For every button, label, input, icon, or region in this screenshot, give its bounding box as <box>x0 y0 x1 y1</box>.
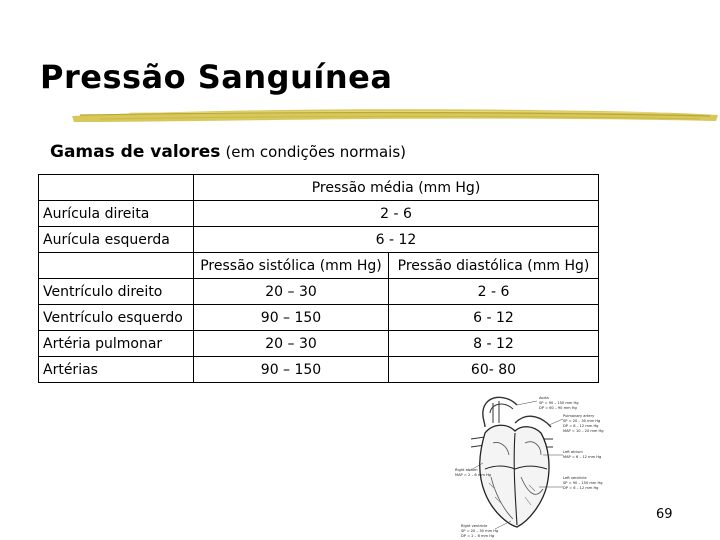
mean-value: 6 - 12 <box>194 227 599 253</box>
table-row <box>39 253 599 279</box>
diastolic-value: 60- 80 <box>389 357 599 383</box>
right-ventricle-dp: DP = 2 – 6 mm Hg <box>461 534 495 538</box>
diastolic-value: 2 - 6 <box>389 279 599 305</box>
row-label: Ventrículo esquerdo <box>39 305 194 331</box>
row-label: Artéria pulmonar <box>39 331 194 357</box>
title-underline-brush-stroke <box>70 104 720 126</box>
slide-title: Pressão Sanguínea <box>40 58 393 96</box>
systolic-value: 20 – 30 <box>194 331 389 357</box>
table-caption <box>50 142 406 162</box>
right-ventricle-label: Right ventricle <box>461 524 488 528</box>
table-row <box>39 357 599 383</box>
mean-value: 2 - 6 <box>194 201 599 227</box>
pulmonary-artery-label: Pulmonary artery <box>563 414 595 418</box>
header-diastolic: Pressão diastólica (mm Hg) <box>389 253 599 279</box>
header-systolic: Pressão sistólica (mm Hg) <box>194 253 389 279</box>
blood-pressure-table <box>38 174 599 383</box>
left-atrium-label: Left atrium <box>563 450 583 454</box>
row-label: Artérias <box>39 357 194 383</box>
diastolic-value: 6 - 12 <box>389 305 599 331</box>
left-ventricle-sp: SP = 90 – 150 mm Hg <box>563 481 603 485</box>
table-row <box>39 305 599 331</box>
heart-diagram-icon <box>455 393 620 538</box>
pulmonary-artery-map: MAP = 10 – 20 mm Hg <box>563 429 604 433</box>
header-mean-pressure: Pressão média (mm Hg) <box>194 175 599 201</box>
diastolic-value: 8 - 12 <box>389 331 599 357</box>
right-ventricle-sp: SP = 20 – 30 mm Hg <box>461 529 499 533</box>
systolic-value: 20 – 30 <box>194 279 389 305</box>
aorta-dp: DP = 60 – 90 mm Hg <box>539 406 577 410</box>
left-ventricle-dp: DP = 6 – 12 mm Hg <box>563 486 599 490</box>
row-label: Aurícula direita <box>39 201 194 227</box>
left-ventricle-label: Left ventricle <box>563 476 587 480</box>
page-number: 69 <box>656 507 673 522</box>
pulmonary-artery-dp: DP = 8 – 12 mm Hg <box>563 424 599 428</box>
table-row <box>39 175 599 201</box>
row-label: Aurícula esquerda <box>39 227 194 253</box>
table-row <box>39 227 599 253</box>
right-atrium-map: MAP = 2 – 6 mm Hg <box>455 473 491 477</box>
aorta-sp: SP = 90 – 150 mm Hg <box>539 401 579 405</box>
subtitle-bold: Gamas de valores <box>50 142 221 162</box>
pulmonary-artery-sp: SP = 20 – 30 mm Hg <box>563 419 601 423</box>
left-atrium-map: MAP = 6 – 12 mm Hg <box>563 455 602 459</box>
table-row <box>39 331 599 357</box>
row-label: Ventrículo direito <box>39 279 194 305</box>
systolic-value: 90 – 150 <box>194 357 389 383</box>
table-row <box>39 201 599 227</box>
table-cell-empty <box>39 175 194 201</box>
table-cell-empty <box>39 253 194 279</box>
subtitle-normal: (em condições normais) <box>225 143 406 161</box>
systolic-value: 90 – 150 <box>194 305 389 331</box>
table-row <box>39 279 599 305</box>
aorta-label: Aorta <box>539 396 549 400</box>
right-atrium-label: Right atrium <box>455 468 478 472</box>
